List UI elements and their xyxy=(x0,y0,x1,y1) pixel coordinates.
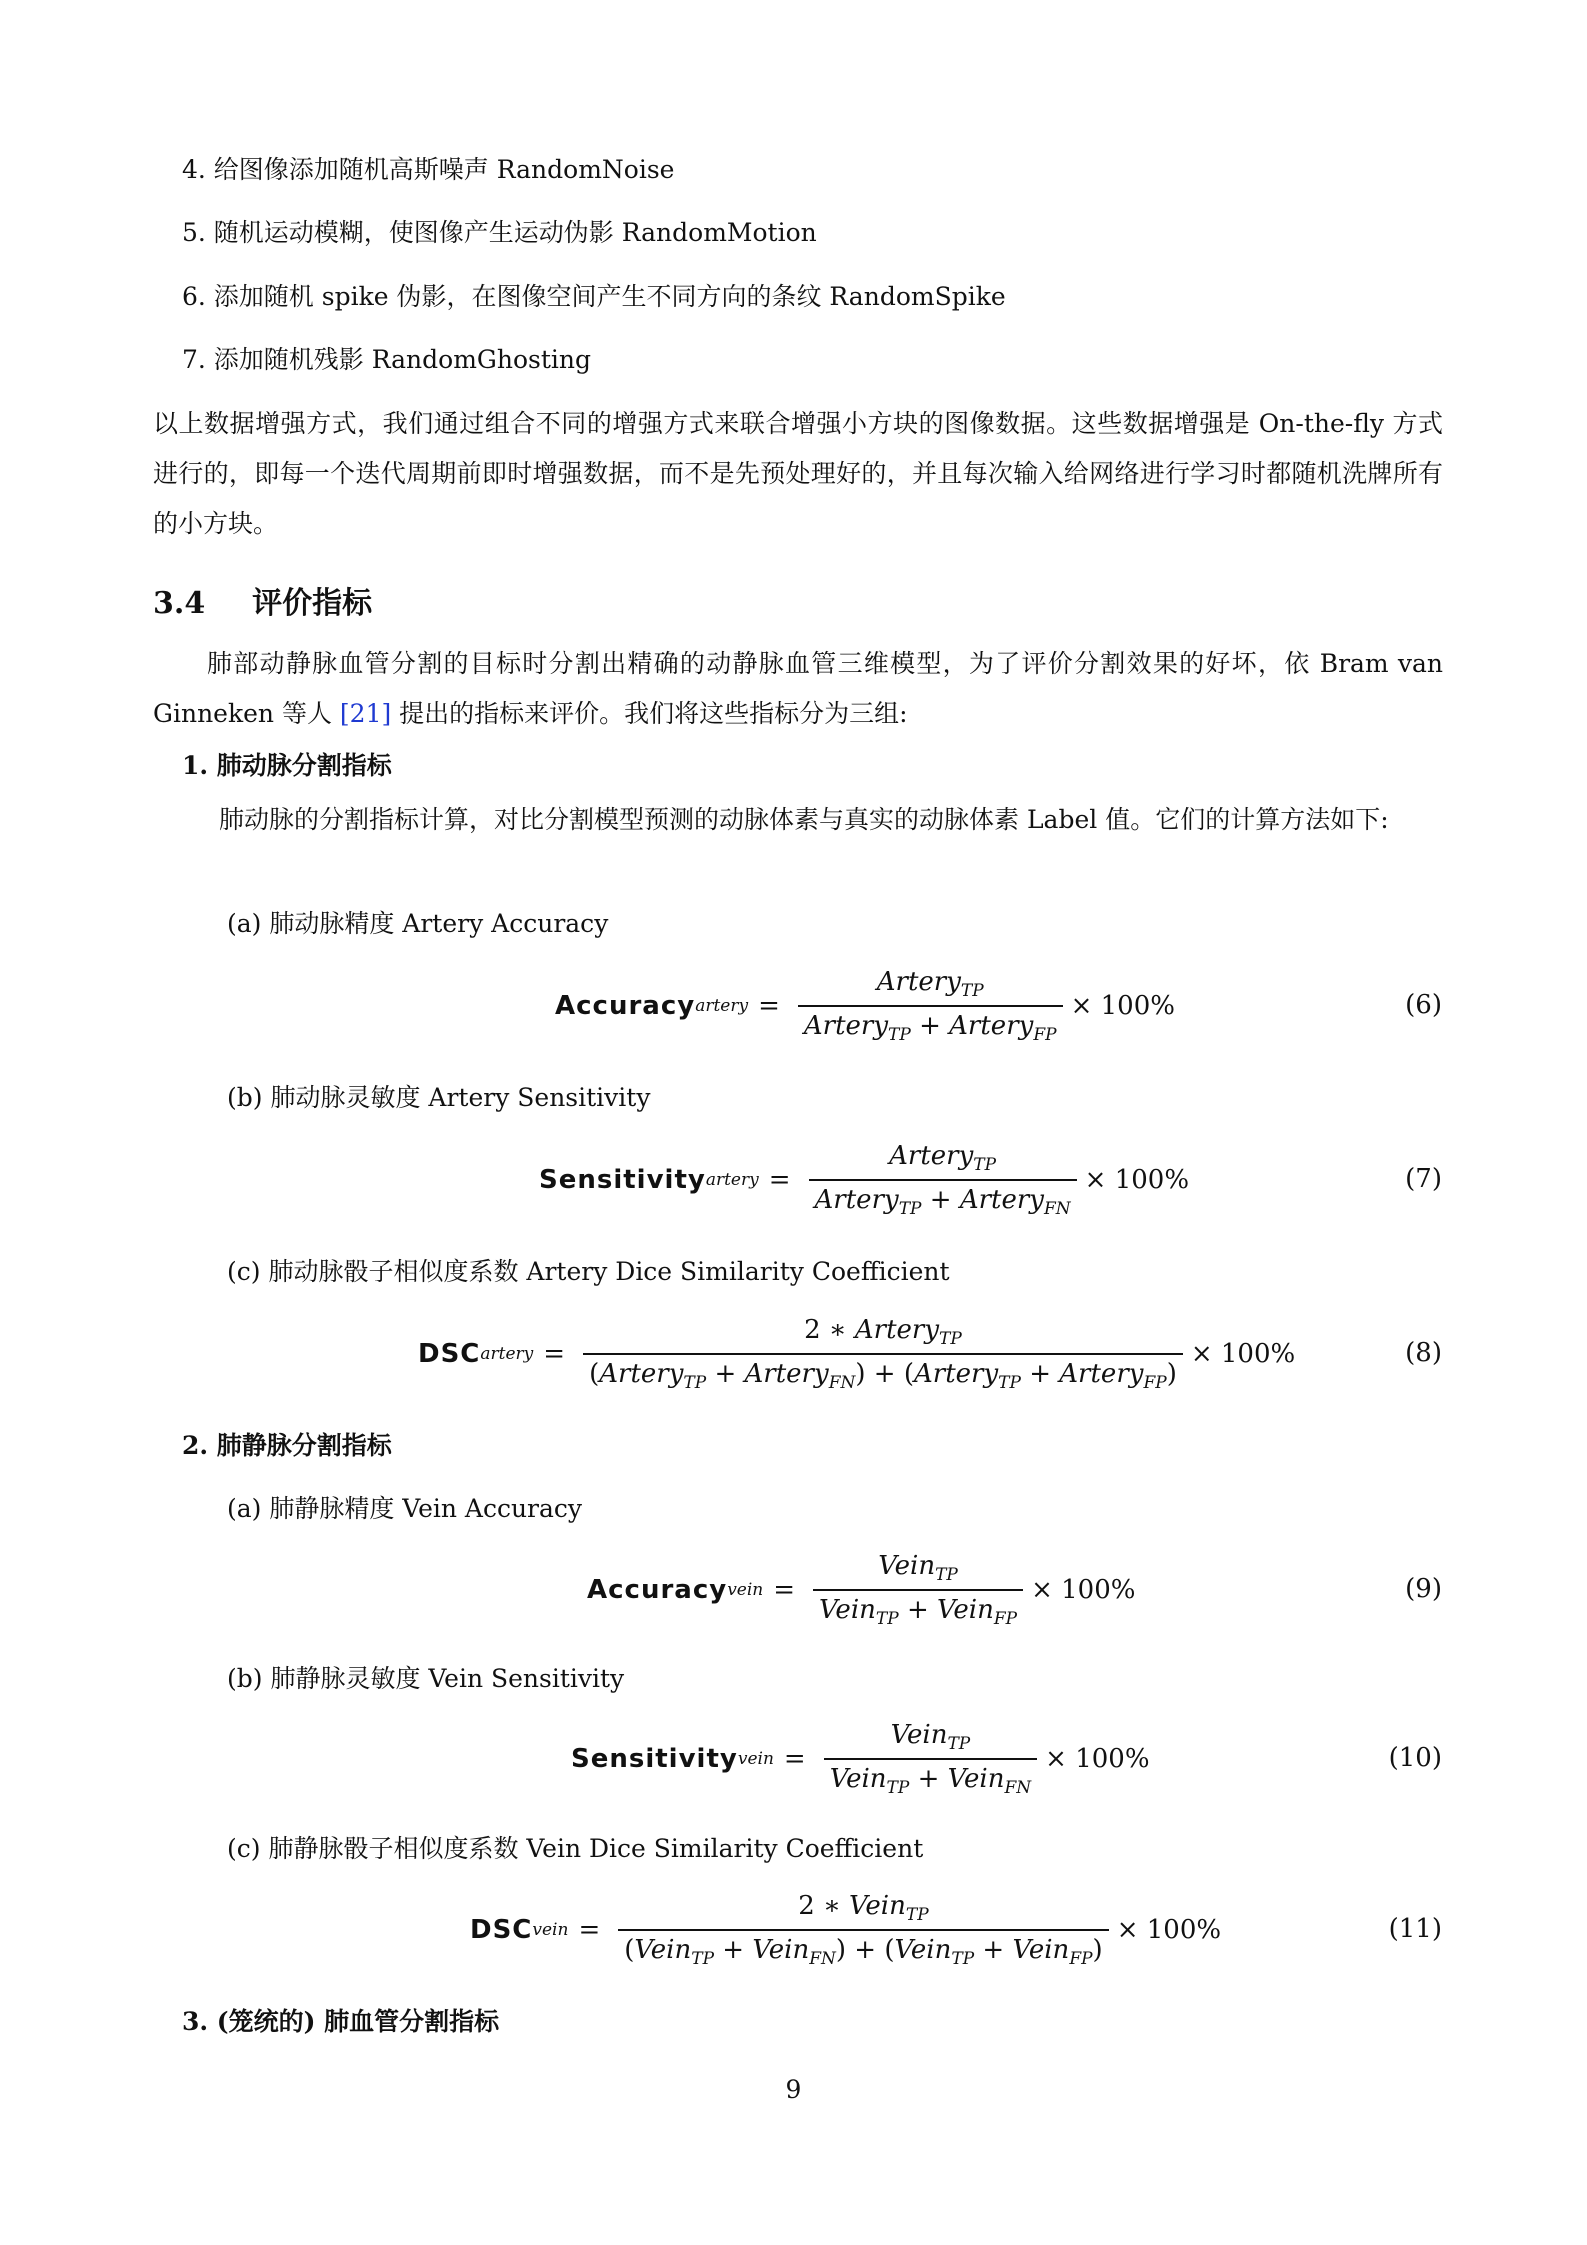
eq-plus: + xyxy=(1029,1359,1052,1390)
eq-sub: vein xyxy=(737,1749,774,1770)
fraction: $\frac{2 ∗ Vein_{TP}}{(Vein_{TP} + Vein_{FN}) + (Vein_{TP} + Vein_{FP})}$ xyxy=(618,1891,1108,1969)
equation-vein-dsc xyxy=(470,1891,1221,1969)
eq-sub: FN xyxy=(809,1949,836,1970)
eq-times: × 100% xyxy=(1070,991,1175,1022)
section-number: 3.4 xyxy=(153,586,206,621)
eq-times: × 100% xyxy=(1116,1915,1222,1946)
eq-const: 2 ∗ xyxy=(798,1891,850,1921)
eq-term: Accuracy xyxy=(587,1575,728,1606)
eq-sub: FN xyxy=(828,1373,856,1394)
equation-number: (11) xyxy=(1388,1914,1442,1944)
artery-sensitivity-label: (b) 肺动脉灵敏度 Artery Sensitivity xyxy=(227,1083,651,1112)
eq-term: Sensitivity xyxy=(571,1744,738,1775)
eq-sub: FP xyxy=(993,1609,1018,1630)
eq-sub: FP xyxy=(1069,1949,1093,1970)
equation-number: (6) xyxy=(1405,990,1442,1020)
eq-sub: TP xyxy=(886,1778,910,1799)
section-heading xyxy=(153,578,372,622)
eq-var: Vein xyxy=(752,1935,810,1966)
equation-artery-sensitivity xyxy=(539,1141,1189,1219)
eq-term: DSC xyxy=(418,1339,481,1370)
eq-term: DSC xyxy=(470,1915,533,1946)
eq-var: Artery xyxy=(959,1185,1044,1216)
eq-sub: FP xyxy=(1143,1373,1167,1394)
eq-sub: TP xyxy=(875,1609,899,1630)
fraction xyxy=(809,1141,1077,1219)
eq-equals: = xyxy=(783,1744,806,1775)
eq-term: Accuracy xyxy=(555,991,696,1022)
list-item-7: 7. 添加随机残影 RandomGhosting xyxy=(182,345,592,374)
group-artery-title: 1. 肺动脉分割指标 xyxy=(182,751,392,780)
fraction xyxy=(824,1720,1037,1798)
eq-sub: FP xyxy=(1033,1025,1057,1046)
eq-times: × 100% xyxy=(1045,1744,1150,1775)
eq-plus: + xyxy=(906,1595,929,1626)
eq-sub: artery xyxy=(480,1344,534,1365)
group-vessel-title: 3. (笼统的) 肺血管分割指标 xyxy=(182,2007,500,2036)
fraction: $\frac{2 ∗ Artery_{TP}}{(Artery_{TP} + Artery_{FN}) + (Artery_{TP} + Artery_{FP})}$ xyxy=(583,1315,1183,1393)
paragraph-metrics-intro xyxy=(153,639,1443,739)
equation-number: (7) xyxy=(1405,1164,1442,1194)
eq-var: Artery xyxy=(814,1185,899,1216)
eq-var: Vein xyxy=(634,1935,692,1966)
eq-sub: TP xyxy=(935,1565,958,1586)
eq-var: Vein xyxy=(890,1720,948,1750)
eq-sub: TP xyxy=(951,1949,975,1970)
eq-sub: FN xyxy=(1004,1778,1032,1799)
eq-equals: = xyxy=(578,1915,601,1946)
vein-accuracy-label: (a) 肺静脉精度 Vein Accuracy xyxy=(227,1494,583,1523)
eq-plus: + xyxy=(714,1359,737,1390)
eq-plus: + xyxy=(873,1359,896,1390)
eq-var: Artery xyxy=(1059,1359,1144,1390)
eq-var: Vein xyxy=(878,1551,936,1581)
eq-sub: FN xyxy=(1043,1199,1071,1220)
paragraph-augmentation: 以上数据增强方式，我们通过组合不同的增强方式来联合增强小方块的图像数据。这些数据增强是 On-the-fly 方式进行的，即每一个迭代周期前即时增强数据，而不是先预处理好的，并且每次输入给网络进行学习时都随机洗牌所有的小方块。 xyxy=(153,409,1443,538)
equation-artery-accuracy xyxy=(555,967,1175,1045)
list-item-6: 6. 添加随机 spike 伪影，在图像空间产生不同方向的条纹 RandomSpike xyxy=(182,282,1006,311)
list-item-5: 5. 随机运动模糊，使图像产生运动伪影 RandomMotion xyxy=(182,218,817,247)
eq-sub: TP xyxy=(683,1373,707,1394)
eq-sub: TP xyxy=(939,1329,962,1350)
eq-sub: TP xyxy=(947,1734,971,1755)
eq-sub: TP xyxy=(973,1155,997,1176)
section-title: 评价指标 xyxy=(252,586,373,621)
eq-plus: + xyxy=(982,1935,1005,1966)
eq-times: × 100% xyxy=(1031,1575,1136,1606)
eq-sub: TP xyxy=(998,1373,1021,1394)
artery-dsc-label: (c) 肺动脉骰子相似度系数 Artery Dice Similarity Coefficient xyxy=(227,1257,950,1286)
eq-plus: + xyxy=(929,1185,952,1216)
eq-var: Vein xyxy=(1012,1935,1070,1966)
eq-var: Artery xyxy=(949,1011,1034,1042)
equation-number: (8) xyxy=(1405,1338,1442,1368)
eq-sub: vein xyxy=(532,1920,569,1941)
eq-sub: artery xyxy=(695,996,749,1017)
eq-sub: vein xyxy=(727,1580,764,1601)
eq-plus: + xyxy=(854,1935,877,1966)
page-number: 9 xyxy=(785,2075,802,2104)
eq-sub: TP xyxy=(888,1025,911,1046)
equation-artery-dsc xyxy=(418,1315,1295,1393)
eq-var: Vein xyxy=(829,1764,887,1795)
eq-sub: TP xyxy=(898,1199,922,1220)
eq-sub: artery xyxy=(705,1170,759,1191)
eq-plus: + xyxy=(919,1011,941,1042)
fraction xyxy=(813,1551,1023,1629)
equation-number: (9) xyxy=(1405,1574,1442,1604)
artery-accuracy-label: (a) 肺动脉精度 Artery Accuracy xyxy=(227,909,609,938)
vein-dsc-label: (c) 肺静脉骰子相似度系数 Vein Dice Similarity Coefficient xyxy=(227,1834,924,1863)
equation-vein-sensitivity xyxy=(571,1720,1150,1798)
paragraph-text-a: 肺部动静脉血管分割的目标时分割出精确的动静脉血管三维模型，为了评价分割效果的好坏，依 Bram van Ginneken 等人 xyxy=(153,649,1443,728)
eq-var: Vein xyxy=(849,1891,906,1921)
eq-var: Artery xyxy=(854,1315,940,1345)
eq-times: × 100% xyxy=(1190,1339,1296,1370)
eq-var: Artery xyxy=(889,1141,974,1171)
equation-number: (10) xyxy=(1388,1743,1442,1773)
eq-equals: = xyxy=(758,991,780,1022)
eq-var: Vein xyxy=(947,1764,1005,1795)
paragraph-text-b: 提出的指标来评价。我们将这些指标分为三组: xyxy=(391,699,908,728)
group-vein-title: 2. 肺静脉分割指标 xyxy=(182,1431,392,1460)
eq-sub: TP xyxy=(905,1905,929,1926)
group-artery-description: 肺动脉的分割指标计算，对比分割模型预测的动脉体素与真实的动脉体素 Label 值。它们的计算方法如下: xyxy=(219,805,1389,834)
eq-times: × 100% xyxy=(1084,1165,1190,1196)
eq-var: Vein xyxy=(937,1595,994,1626)
eq-plus: + xyxy=(917,1764,940,1795)
eq-var: Artery xyxy=(803,1011,889,1042)
eq-term: Sensitivity xyxy=(539,1165,706,1196)
citation-link[interactable]: [21] xyxy=(339,699,392,728)
list-item-4: 4. 给图像添加随机高斯噪声 RandomNoise xyxy=(182,155,675,184)
eq-sub: TP xyxy=(960,981,984,1002)
fraction xyxy=(798,967,1063,1045)
eq-var: Artery xyxy=(744,1359,829,1390)
eq-var: Artery xyxy=(876,967,961,997)
eq-var: Vein xyxy=(819,1595,876,1626)
eq-equals: = xyxy=(543,1339,566,1370)
vein-sensitivity-label: (b) 肺静脉灵敏度 Vein Sensitivity xyxy=(227,1664,625,1693)
eq-sub: TP xyxy=(691,1949,715,1970)
equation-vein-accuracy xyxy=(587,1551,1135,1629)
eq-plus: + xyxy=(722,1935,745,1966)
eq-var: Vein xyxy=(894,1935,952,1966)
eq-equals: = xyxy=(768,1165,791,1196)
eq-const: 2 ∗ xyxy=(804,1315,855,1345)
eq-var: Artery xyxy=(914,1359,999,1390)
eq-equals: = xyxy=(773,1575,796,1606)
eq-var: Artery xyxy=(599,1359,684,1390)
